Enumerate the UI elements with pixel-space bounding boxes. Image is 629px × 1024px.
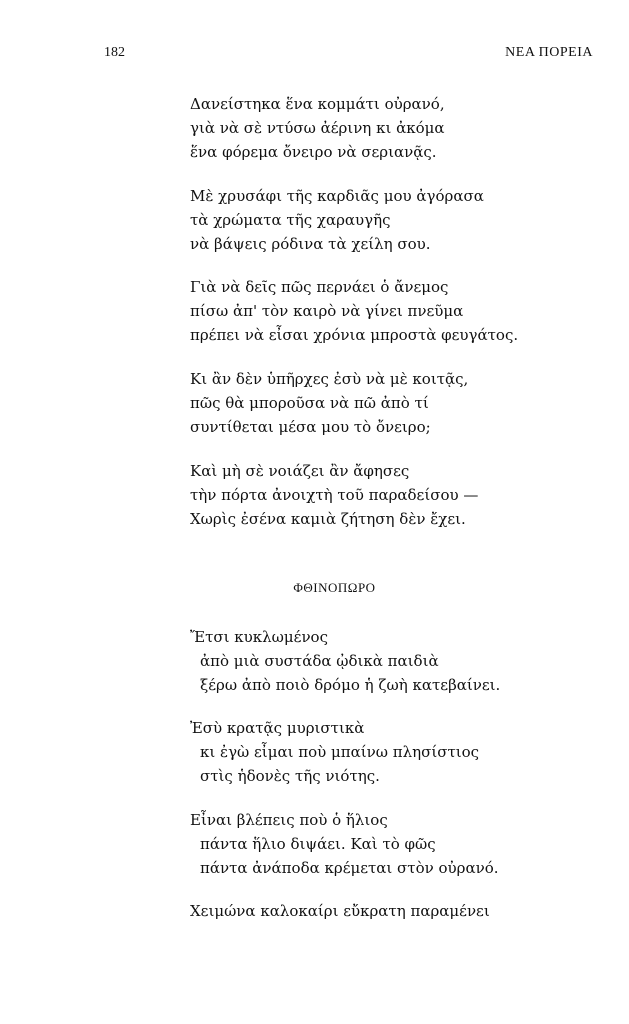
poem-line: Κι ἂν δὲν ὑπῆρχες ἐσὺ νὰ μὲ κοιτᾷς, — [190, 370, 469, 388]
poem-line: ἕνα φόρεμα ὄνειρο νὰ σεριανᾷς. — [190, 143, 437, 161]
poem2-stanza-2 — [190, 716, 479, 788]
page-header — [104, 45, 593, 65]
poem-line: Καὶ μὴ σὲ νοιάζει ἂν ἄφησες — [190, 462, 410, 480]
poem1-stanza-2 — [190, 184, 484, 256]
poem-line: Χειμώνα καλοκαίρι εὔκρατη παραμένει — [190, 902, 490, 920]
poem-line: κι ἐγὼ εἶμαι ποὺ μπαίνω πλησίστιος — [200, 743, 480, 761]
poem-line: συντίθεται μέσα μου τὸ ὄνειρο; — [190, 418, 431, 436]
poem-line: πάντα ἀνάποδα κρέμεται στὸν οὐρανό. — [200, 859, 499, 877]
poem-line: νὰ βάψεις ρόδινα τὰ χείλη σου. — [190, 235, 431, 253]
poem1-stanza-1 — [190, 92, 445, 164]
poem2-stanza-3 — [190, 808, 499, 880]
poem2-stanza-1 — [190, 625, 500, 697]
poem-line: τὰ χρώματα τῆς χαραυγῆς — [190, 211, 391, 229]
poem1-stanza-5 — [190, 459, 478, 531]
poem-line: στὶς ἡδονὲς τῆς νιότης. — [200, 767, 380, 785]
running-head: ΝΕΑ ΠΟΡΕΙΑ — [505, 45, 593, 60]
poem-line: ξέρω ἀπὸ ποιὸ δρόμο ἡ ζωὴ κατεβαίνει. — [200, 676, 501, 694]
poem-title: ΦΘΙΝΟΠΩΡΟ — [293, 580, 376, 595]
poem-line: Γιὰ νὰ δεῖς πῶς περνάει ὁ ἄνεμος — [190, 278, 449, 296]
poem-line: πρέπει νὰ εἶσαι χρόνια μπροστὰ φευγάτος. — [190, 326, 519, 344]
page-number: 182 — [104, 45, 125, 60]
poem-line: Ἔτσι κυκλωμένος — [190, 628, 328, 646]
poem1-stanza-3 — [190, 275, 518, 347]
poem-line: πῶς θὰ μποροῦσα νὰ πῶ ἀπὸ τί — [190, 394, 429, 412]
poem-line: Μὲ χρυσάφι τῆς καρδιᾶς μου ἀγόρασα — [190, 187, 484, 205]
poem-line: τὴν πόρτα ἀνοιχτὴ τοῦ παραδείσου — — [190, 486, 479, 504]
poem1-stanza-4 — [190, 367, 468, 439]
poem-line: πάντα ἥλιο διψάει. Καὶ τὸ φῶς — [200, 835, 436, 853]
poem-line: Δανείστηκα ἕνα κομμάτι οὐρανό, — [190, 95, 445, 113]
poem-line: πίσω ἀπ' τὸν καιρὸ νὰ γίνει πνεῦμα — [190, 302, 464, 320]
poem-line: ἀπὸ μιὰ συστάδα ᾠδικὰ παιδιὰ — [200, 652, 439, 670]
poem2-stanza-4 — [190, 899, 490, 923]
poem-line: Χωρὶς ἐσένα καμιὰ ζήτηση δὲν ἔχει. — [190, 510, 466, 528]
poem-line: Εἶναι βλέπεις ποὺ ὁ ἥλιος — [190, 811, 388, 829]
poem-line: γιὰ νὰ σὲ ντύσω ἀέρινη κι ἀκόμα — [190, 119, 445, 137]
poem-line: Ἐσὺ κρατᾷς μυριστικὰ — [190, 719, 365, 737]
